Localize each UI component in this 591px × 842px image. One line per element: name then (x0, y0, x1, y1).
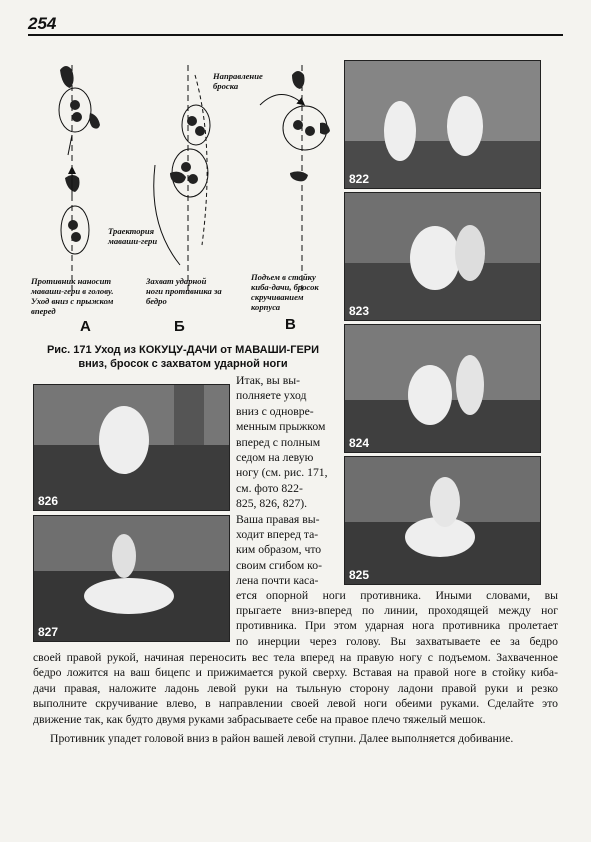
text-line: прыгаете вниз-вперед по линии, проходящей между ног (236, 604, 558, 617)
photo-827 (33, 515, 230, 642)
text-line: 825, 826, 827). (236, 497, 308, 511)
photo-823-number: 823 (349, 304, 370, 318)
text-line: движение так, как будто двумя руками забрасываете себе на правое плечо тяжелый мешок. (33, 712, 486, 726)
letter-v: В (285, 316, 296, 333)
text-line: выполните скручивание влево, в направлении своей левой ноги обеими руками. Сделайте это (33, 697, 558, 711)
text-line: своей правой рукой, начиная переносить вес тела вперед на правую ногу с подъемом. Захваченное (33, 651, 558, 664)
photo-824 (344, 324, 541, 453)
text-line: противника. При этом ударная нога противника пролетает (236, 619, 558, 633)
trajectory-label: Траектория маваши-гери (108, 226, 158, 246)
figure-caption-line1: Рис. 171 Уход из КОКУЦУ-ДАЧИ от МАВАШИ-ГЕРИ (46, 344, 320, 356)
photo-827-number: 827 (38, 625, 59, 639)
caption-v: Подъем в стойку киба-дачи, бросок скручиванием корпуса (251, 272, 319, 312)
text-line: ким образом, что (236, 543, 322, 557)
body-text-full (33, 650, 558, 727)
body-text-mid-2 (236, 603, 558, 649)
text-line: Итак, вы вы- (236, 374, 300, 387)
photo-825 (344, 456, 541, 585)
text-line: Ваша правая вы- (236, 512, 320, 526)
text-line: седом на левую (236, 451, 314, 465)
letter-a: А (80, 318, 91, 335)
photo-826-number: 826 (38, 494, 59, 508)
text-line: лена почти каса- (236, 574, 319, 588)
text-line: своим сгибом ко- (236, 558, 322, 572)
figure-caption (33, 343, 333, 371)
text-line: ется (236, 589, 258, 602)
photo-825-number: 825 (349, 568, 370, 582)
page-number: 254 (28, 14, 57, 33)
text-line: вниз с одновре- (236, 404, 314, 418)
text-line: вперед с полным (236, 435, 321, 449)
letter-b: Б (174, 318, 185, 335)
body-text-narrow (236, 373, 339, 589)
text-line: по инерции через голову. Вы захватываете ее за бедро (236, 634, 558, 648)
text-line: опорной ноги противника. Иными словами, вы (266, 589, 558, 602)
photo-822 (344, 60, 541, 189)
text-line: менным прыжком (236, 420, 326, 434)
direction-label: Направление броска (213, 71, 263, 91)
text-line: дачи правая, наложите ладонь левой руки на тыльную сторону ладони правой руки и резко (33, 681, 558, 695)
body-text-mid (266, 588, 558, 603)
photo-823 (344, 192, 541, 321)
photo-826 (33, 384, 230, 511)
photo-822-number: 822 (349, 172, 370, 186)
header-rule (28, 34, 563, 36)
text-line: ходит вперед та- (236, 528, 319, 542)
text-line: см. фото 822- (236, 481, 303, 495)
last-paragraph: Противник упадет головой вниз в район вашей левой ступни. Далее выполняется добивание. (50, 732, 514, 745)
caption-b: Захват ударной ноги противника за бедро (146, 276, 222, 306)
photo-824-number: 824 (349, 436, 370, 450)
text-line: бедро ложится на ваш бицепс и прижимается рукой сверху. Вставая на правой ноге в стойку киба- (33, 666, 558, 680)
text-line: ногу (см. рис. 171, (236, 466, 328, 480)
caption-a: Противник наносит маваши-гери в голову. Уход вниз с прыжком вперед (31, 276, 114, 316)
text-line: полняете уход (236, 389, 307, 403)
figure-caption-line2: вниз, бросок с захватом ударной ноги (78, 358, 288, 370)
